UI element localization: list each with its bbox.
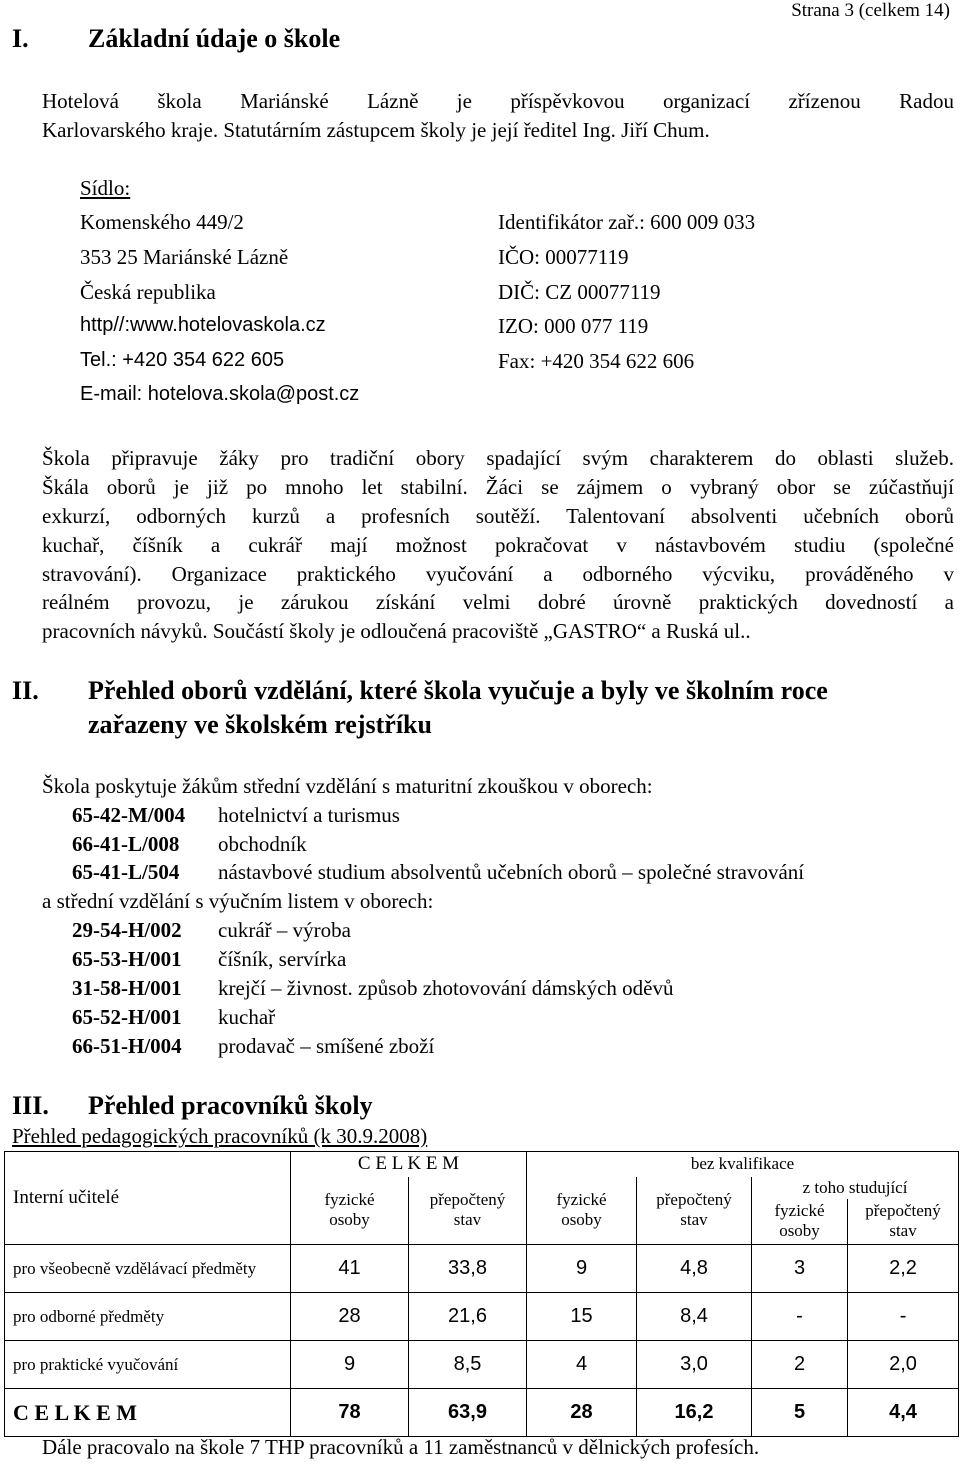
col-persons: fyzické osoby [291, 1177, 409, 1245]
fax: Fax: +420 354 622 606 [498, 349, 695, 373]
cell-value: 21,6 [409, 1293, 527, 1341]
vocational-intro: a střední vzdělání s výučním listem v oborech: [42, 889, 434, 913]
footer-note: Dále pracovalo na škole 7 THP pracovníků a 11 zaměstnanců v dělnických profesích. [42, 1435, 760, 1459]
field-name: krejčí – živnost. způsob zhotovování dámských oděvů [218, 976, 674, 1000]
cell-value: - [752, 1293, 848, 1341]
identifier-ico: IČO: 00077119 [498, 245, 629, 269]
field-code: 65-41-L/504 [72, 860, 180, 884]
address-street: Komenského 449/2 [80, 210, 244, 234]
description-line-3: exkurzí, odborných kurzů a profesních soutěží. Talentovaní absolventi učebních oborů [42, 504, 954, 528]
cell-value: 33,8 [409, 1245, 527, 1293]
section1-title: Základní údaje o škole [88, 24, 341, 53]
field-code: 65-52-H/001 [72, 1005, 182, 1029]
cell-value: 2 [752, 1341, 848, 1389]
field-code: 31-58-H/001 [72, 976, 182, 1000]
intro-line-2: Karlovarského kraje. Statutárním zástupcem školy je její ředitel Ing. Jiří Chum. [42, 118, 710, 142]
total-value: 4,4 [848, 1389, 959, 1437]
field-name: kuchař [218, 1005, 276, 1029]
description-line-7: pracovních návyků. Součástí školy je odloučená pracoviště „GASTRO“ a Ruská ul.. [42, 619, 751, 643]
email-link[interactable]: E-mail: hotelova.skola@post.cz [80, 383, 360, 405]
identifier-dic: DIČ: CZ 00077119 [498, 280, 661, 304]
row-label: pro praktické vyučování [5, 1341, 291, 1389]
address-city: 353 25 Mariánské Lázně [80, 245, 289, 269]
cell-value: 3 [752, 1245, 848, 1293]
website-link[interactable]: http//:www.hotelovaskola.cz [80, 314, 326, 336]
section2-title-line-1: Přehled oborů vzdělání, které škola vyučuje a byly ve školním roce [88, 676, 828, 705]
col-persons: fyzické osoby [752, 1199, 848, 1245]
intro-line-1: Hotelová škola Mariánské Lázně je příspěvkovou organizací zřízenou Radou [42, 89, 954, 113]
cell-value: 2,0 [848, 1341, 959, 1389]
cell-value: 2,2 [848, 1245, 959, 1293]
col-converted: přepočtený stav [848, 1199, 959, 1245]
col-persons: fyzické osoby [527, 1177, 637, 1245]
description-line-1: Škola připravuje žáky pro tradiční obory spadající svým charakterem do oblasti služeb. [42, 446, 954, 470]
seat-label: Sídlo: [80, 176, 131, 200]
field-code: 66-51-H/004 [72, 1034, 182, 1058]
field-code: 66-41-L/008 [72, 832, 180, 856]
phone: Tel.: +420 354 622 605 [80, 349, 285, 371]
section1-number: I. [12, 24, 29, 53]
field-code: 65-42-M/004 [72, 803, 186, 827]
table-group-studying: z toho studující [752, 1177, 959, 1199]
section3-number: III. [12, 1091, 49, 1120]
cell-value: 4,8 [637, 1245, 752, 1293]
address-country: Česká republika [80, 280, 216, 304]
total-value: 63,9 [409, 1389, 527, 1437]
table-row [5, 1293, 959, 1341]
field-name: obchodník [218, 832, 307, 856]
cell-value: 9 [291, 1341, 409, 1389]
section3-title: Přehled pracovníků školy [88, 1091, 373, 1120]
total-value: 28 [527, 1389, 637, 1437]
description-line-2: Škála oborů je již po mnoho let stabilní. Žáci se zájmem o vybraný obor se zúčastňují [42, 475, 954, 499]
cell-value: 9 [527, 1245, 637, 1293]
section2-title-line-2: zařazeny ve školském rejstříku [88, 710, 432, 739]
cell-value: 28 [291, 1293, 409, 1341]
table-total-row [5, 1389, 959, 1437]
description-line-5: stravování). Organizace praktického vyučování a odborného výcviku, prováděného v [42, 562, 954, 586]
cell-value: 8,4 [637, 1293, 752, 1341]
page-number: Strana 3 (celkem 14) [791, 0, 950, 21]
field-code: 29-54-H/002 [72, 918, 182, 942]
row-label: pro všeobecně vzdělávací předměty [5, 1245, 291, 1293]
row-label: pro odborné předměty [5, 1293, 291, 1341]
identifier-izo: IZO: 000 077 119 [498, 314, 649, 338]
field-name: číšník, servírka [218, 947, 347, 971]
table-row [5, 1245, 959, 1293]
field-name: nástavbové studium absolventů učebních oborů – společné stravování [218, 860, 805, 884]
identifier-facility: Identifikátor zař.: 600 009 033 [498, 210, 756, 234]
table-row [5, 1341, 959, 1389]
maturita-intro: Škola poskytuje žákům střední vzdělání s maturitní zkouškou v oborech: [42, 774, 653, 798]
field-code: 65-53-H/001 [72, 947, 182, 971]
table-group-unqualified: bez kvalifikace [527, 1152, 959, 1177]
total-label: C E L K E M [5, 1389, 291, 1437]
table-row-header: Interní učitelé [5, 1152, 291, 1245]
col-converted: přepočtený stav [409, 1177, 527, 1245]
field-name: prodavač – smíšené zboží [218, 1034, 435, 1058]
cell-value: 3,0 [637, 1341, 752, 1389]
total-value: 16,2 [637, 1389, 752, 1437]
cell-value: 4 [527, 1341, 637, 1389]
field-name: cukrář – výroba [218, 918, 351, 942]
cell-value: 41 [291, 1245, 409, 1293]
col-converted: přepočtený stav [637, 1177, 752, 1245]
description-line-6: reálném provozu, je zárukou získání velmi dobré úrovně praktických dovedností a [42, 590, 954, 614]
cell-value: - [848, 1293, 959, 1341]
staff-table [4, 1151, 959, 1437]
cell-value: 15 [527, 1293, 637, 1341]
field-name: hotelnictví a turismus [218, 803, 400, 827]
table-group-total: C E L K E M [291, 1152, 527, 1177]
cell-value: 8,5 [409, 1341, 527, 1389]
section2-number: II. [12, 676, 39, 705]
description-line-4: kuchař, číšník a cukrář mají možnost pokračovat v nástavbovém studiu (společné [42, 533, 954, 557]
total-value: 78 [291, 1389, 409, 1437]
section3-subtitle: Přehled pedagogických pracovníků (k 30.9.2008) [12, 1124, 428, 1148]
total-value: 5 [752, 1389, 848, 1437]
